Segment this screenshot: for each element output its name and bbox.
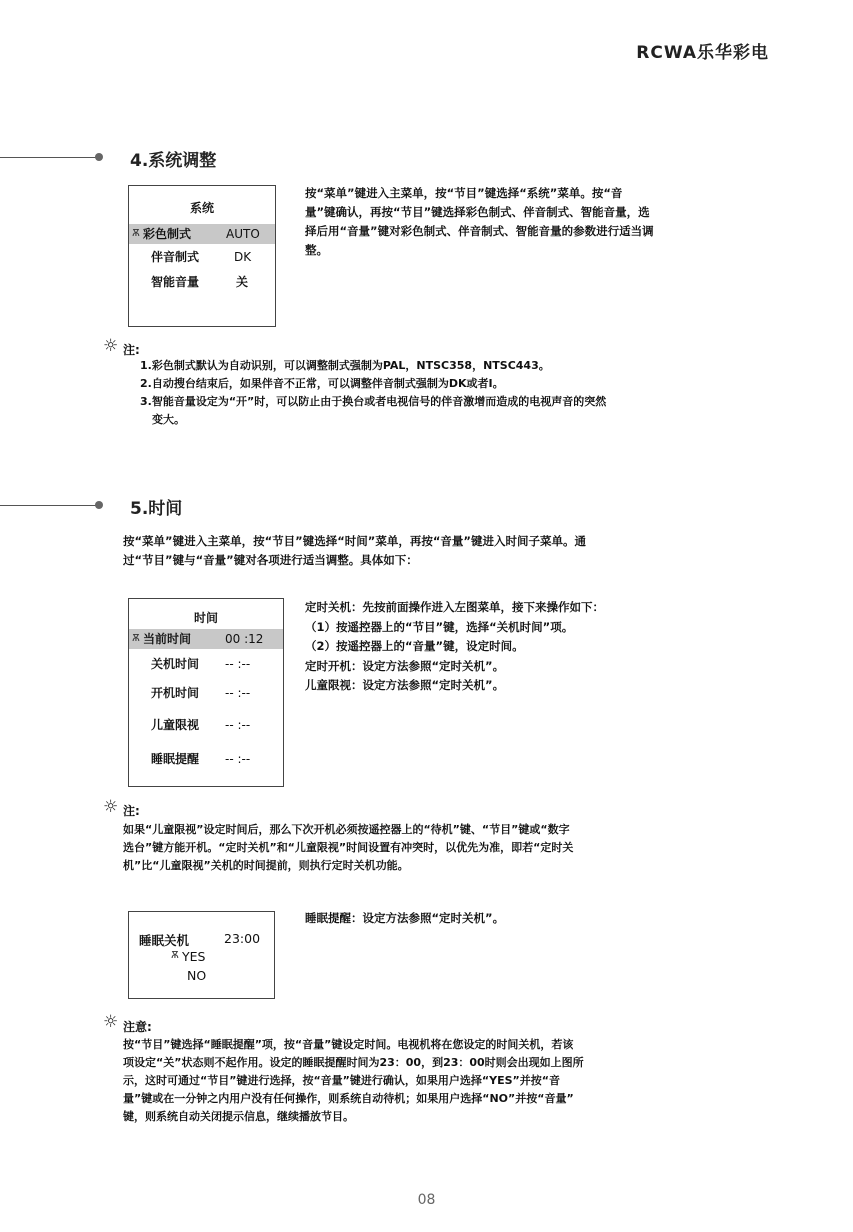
section-5-note2-label: 注意: — [123, 1020, 152, 1034]
section-4-bullet — [95, 153, 103, 161]
selection-marker-icon: Ѫ — [171, 950, 179, 961]
section-5-note-label: 注: — [123, 804, 140, 818]
system-menu-title: 系统 — [189, 201, 214, 215]
section-5-steps: 定时关机：先按前面操作进入左图菜单，接下来操作如下： （1）按遥控器上的“节目”键，选择“关机时间”项。 （2）按遥控器上的“音量”键，设定时间。 定时开机：设定方法参照“定时关机”。 儿童限视：设定方法参照“定时关机”。 — [305, 600, 604, 692]
sleep-option-no[interactable]: NO — [187, 968, 207, 983]
system-menu-row-audio: 伴音制式 DK — [151, 250, 252, 264]
section-5-notes: 如果“儿童限视”设定时间后，那么下次开机必须按遥控器上的“待机”键、“节目”键或“数字 选台”键方能开机。“定时关机”和“儿童限视”时间设置有冲突时，以优先为准，即若“定时关 机”比“儿童限视”关机的时间提前，则执行定时关机功能。 — [123, 823, 574, 872]
selection-marker-icon: Ѫ — [132, 228, 140, 239]
section-5-title: 5.时间 — [130, 499, 183, 519]
sun-icon: ☼ — [103, 797, 119, 817]
system-menu-row-volume: 智能音量 关 — [151, 275, 249, 289]
time-menu-row-off: 关机时间 -- :-- — [151, 657, 251, 671]
section-4-rule — [0, 157, 98, 158]
sun-icon: ☼ — [103, 336, 119, 356]
time-menu-row-child: 儿童限视 -- :-- — [151, 718, 251, 732]
sun-icon: ☼ — [103, 1012, 119, 1032]
time-menu-row-on: 开机时间 -- :-- — [151, 686, 251, 700]
brand-logo: RCWA乐华彩电 — [636, 43, 769, 63]
section-4-title: 4.系统调整 — [130, 151, 217, 171]
selection-marker-icon: Ѫ — [132, 633, 140, 644]
system-menu-row-color: Ѫ 彩色制式 AUTO — [129, 224, 275, 244]
page-number: 08 — [417, 1192, 436, 1208]
sleep-prompt-box — [128, 911, 275, 999]
section-5-intro: 按“菜单”键进入主菜单，按“节目”键选择“时间”菜单，再按“音量”键进入时间子菜单。通 过“节目”键与“音量”键对各项进行适当调整。具体如下： — [123, 534, 586, 567]
time-menu-row-current: Ѫ 当前时间 00 :12 — [129, 629, 283, 649]
section-4-notes: 1.彩色制式默认为自动识别，可以调整制式强制为PAL，NTSC358，NTSC443。 2.自动搜台结束后，如果伴音不正常，可以调整伴音制式强制为DK或者I。 3.智能音量设定为“开”时，可以防止由于换台或者电视信号的伴音激增而造成的电视声音的突然 变大。 — [140, 359, 607, 426]
system-menu-box — [128, 185, 276, 327]
time-menu-row-sleep: 睡眠提醒 -- :-- — [151, 752, 251, 766]
section-5-rule — [0, 505, 98, 506]
sleep-prompt-time: 23:00 — [224, 931, 261, 946]
time-menu-box — [128, 598, 284, 787]
sleep-prompt-label: 睡眠关机 — [139, 933, 190, 948]
section-4-description: 按“菜单”键进入主菜单，按“节目”键选择“系统”菜单。按“音 量”键确认，再按“节目”键选择彩色制式、伴音制式、智能音量，选 择后用“音量”键对彩色制式、伴音制式、智能音量的参数进行适当调 整。 — [305, 186, 654, 257]
sleep-prompt-description: 睡眠提醒：设定方法参照“定时关机”。 — [305, 911, 505, 925]
section-5-bullet — [95, 501, 103, 509]
time-menu-title: 时间 — [193, 611, 218, 625]
section-5-notes2: 按“节目”键选择“睡眠提醒”项，按“音量”键设定时间。电视机将在您设定的时间关机，若该 项设定“关”状态则不起作用。设定的睡眠提醒时间为23：00，到23：00时则会出现如上图所 示，这时可通过“节目”键进行选择，按“音量”键进行确认，如果用户选择“YES”并按“音 量”键或在一分钟之内用户没有任何操作，则系统自动待机；如果用户选择“NO”并按“音量” 键，则系统自动关闭提示信息，继续播放节目。 — [123, 1038, 584, 1123]
section-4-note-label: 注: — [123, 343, 140, 357]
sleep-option-yes[interactable]: YES — [182, 949, 206, 964]
